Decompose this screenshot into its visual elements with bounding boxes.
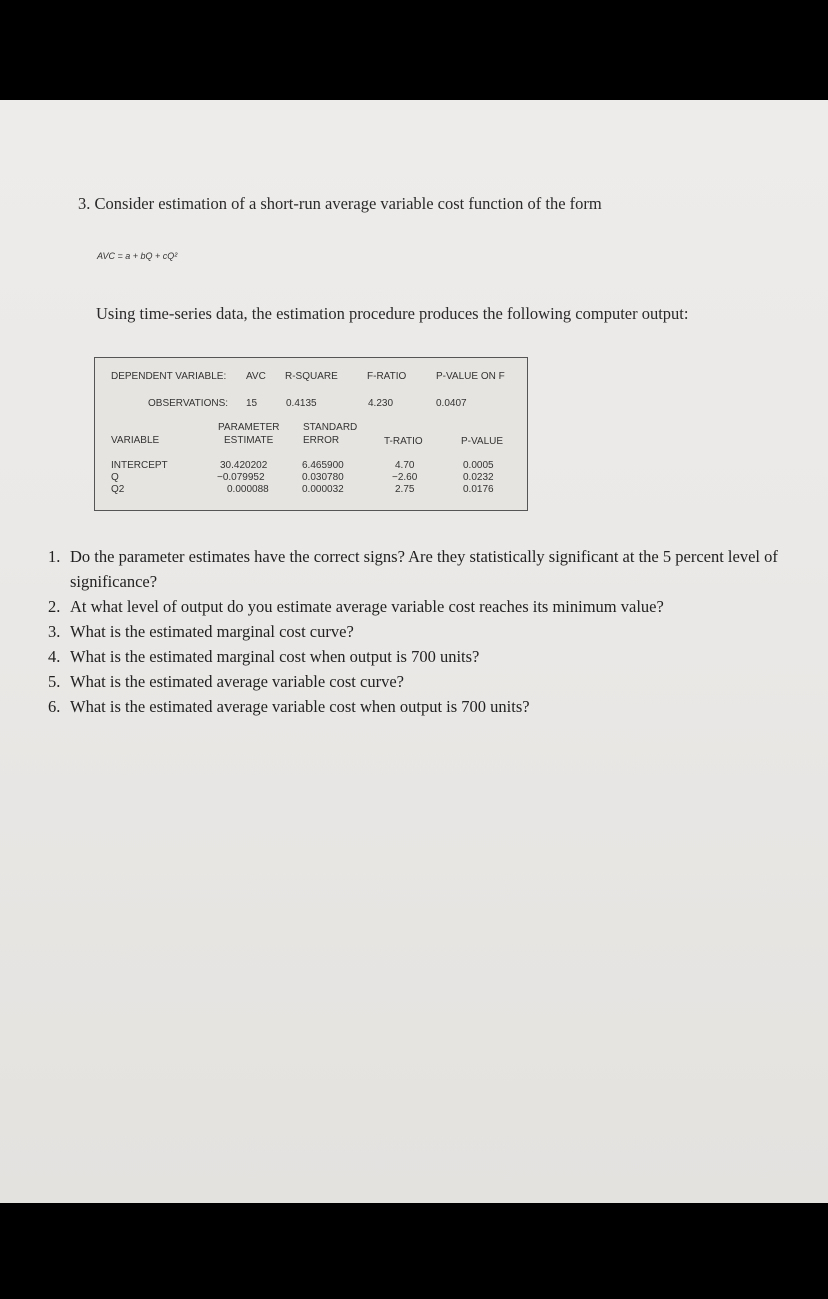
question-item (48, 544, 808, 594)
row-p-value: 0.0176 (463, 484, 494, 495)
row-variable: INTERCEPT (111, 460, 168, 471)
row-variable: Q2 (111, 484, 125, 495)
f-ratio-label: F-RATIO (367, 371, 407, 382)
question-number: 2. (48, 597, 61, 616)
cost-function-formula: AVC = a + bQ + cQ² (97, 251, 178, 261)
question-number: 5. (48, 672, 61, 691)
column-header-parameter: PARAMETER (218, 422, 280, 433)
row-estimate: −0.079952 (217, 472, 265, 483)
p-value-on-f-label: P-VALUE ON F (436, 371, 505, 382)
observations-value: 15 (246, 398, 258, 409)
question-text: What is the estimated average variable cost curve? (70, 672, 404, 691)
question-number: 4. (48, 647, 61, 666)
row-variable: Q (111, 472, 119, 483)
dependent-variable-label: DEPENDENT VARIABLE: (111, 371, 227, 382)
question-text: What is the estimated marginal cost when output is 700 units? (70, 647, 480, 666)
row-t-ratio: 4.70 (395, 460, 415, 471)
row-estimate: 30.420202 (220, 460, 268, 471)
row-t-ratio: −2.60 (392, 472, 418, 483)
problem-heading: 3. Consider estimation of a short-run average variable cost function of the form (78, 194, 602, 213)
row-standard-error: 0.030780 (302, 472, 344, 483)
row-estimate: 0.000088 (227, 484, 269, 495)
column-header-estimate: ESTIMATE (224, 435, 274, 446)
problem-intro: Using time-series data, the estimation procedure produces the following computer output: (96, 304, 689, 323)
r-square-label: R-SQUARE (285, 371, 338, 382)
row-t-ratio: 2.75 (395, 484, 415, 495)
row-p-value: 0.0232 (463, 472, 494, 483)
question-number: 3. (48, 622, 61, 641)
question-list (48, 544, 808, 719)
column-header-t-ratio: T-RATIO (384, 436, 423, 447)
document-page (0, 100, 828, 1203)
question-text: At what level of output do you estimate average variable cost reaches its minimum value? (70, 597, 664, 616)
p-value-on-f-value: 0.0407 (436, 398, 467, 409)
column-header-error: ERROR (303, 435, 340, 446)
question-number: 6. (48, 697, 61, 716)
question-text: What is the estimated average variable cost when output is 700 units? (70, 697, 530, 716)
question-item (48, 644, 808, 669)
column-header-standard: STANDARD (303, 422, 358, 433)
f-ratio-value: 4.230 (368, 398, 394, 409)
question-item (48, 619, 808, 644)
row-p-value: 0.0005 (463, 460, 494, 471)
regression-output-table (94, 357, 528, 511)
question-number: 1. (48, 547, 61, 566)
dependent-variable-value: AVC (246, 371, 266, 382)
question-text: Do the parameter estimates have the correct signs? Are they statistically significant at the 5 percent level of significance? (70, 547, 778, 591)
column-header-variable: VARIABLE (111, 435, 160, 446)
question-item (48, 694, 808, 719)
question-item (48, 594, 808, 619)
r-square-value: 0.4135 (286, 398, 317, 409)
question-item (48, 669, 808, 694)
column-header-p-value: P-VALUE (461, 436, 504, 447)
question-text: What is the estimated marginal cost curve? (70, 622, 354, 641)
row-standard-error: 6.465900 (302, 460, 344, 471)
row-standard-error: 0.000032 (302, 484, 344, 495)
observations-label: OBSERVATIONS: (148, 398, 229, 409)
